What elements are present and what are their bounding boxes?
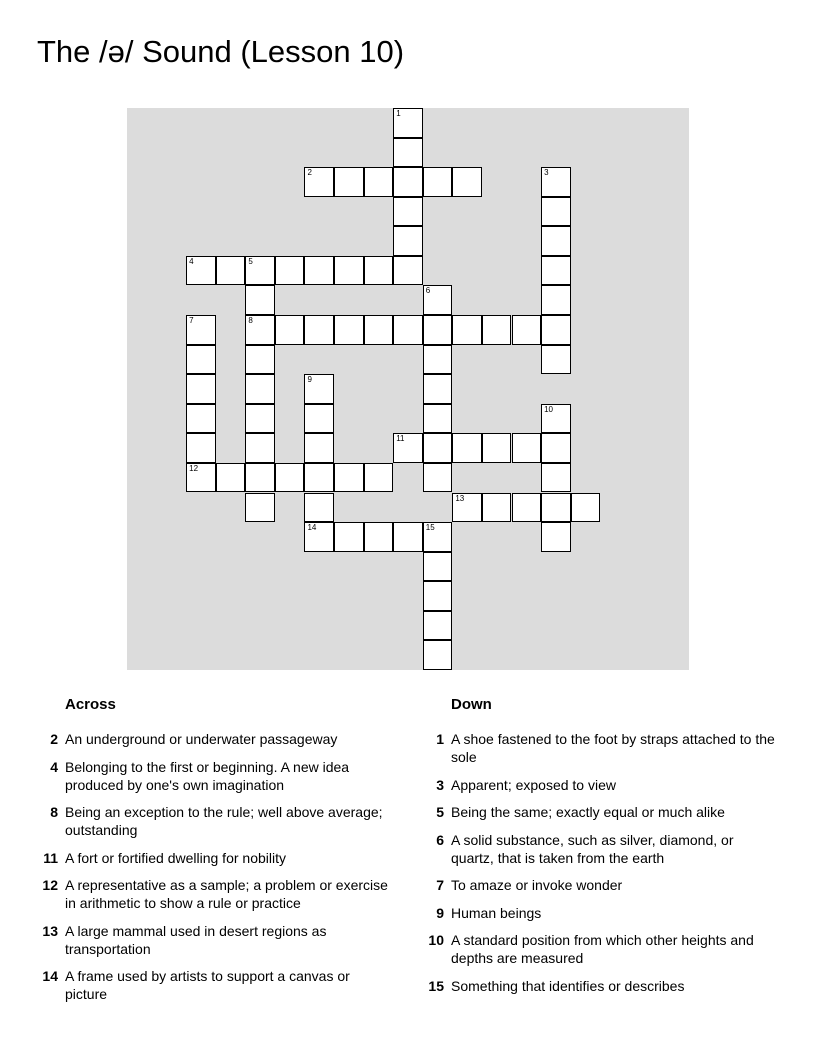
clue-number: 6 <box>436 831 444 848</box>
clue-number: 10 <box>544 404 553 414</box>
clue-text: A frame used by artists to support a canvas or picture <box>65 968 350 1002</box>
clue-number: 12 <box>189 463 199 473</box>
across-clue <box>40 730 392 748</box>
clue-text: Something that identifies or describes <box>451 977 685 994</box>
grid-cell[interactable] <box>304 493 334 523</box>
grid-cell[interactable] <box>393 167 423 197</box>
grid-cell[interactable] <box>482 493 512 523</box>
grid-cell[interactable] <box>452 315 482 345</box>
grid-cell[interactable] <box>393 226 423 256</box>
grid-cell[interactable] <box>334 315 364 345</box>
clue-number: 13 <box>455 493 465 503</box>
grid-cell[interactable] <box>216 256 246 286</box>
grid-cell[interactable] <box>541 256 571 286</box>
clue-number: 14 <box>42 968 58 984</box>
clue-number: 1 <box>436 731 444 747</box>
grid-cell[interactable] <box>364 463 394 493</box>
grid-cell[interactable] <box>423 433 453 463</box>
grid-cell[interactable] <box>423 640 453 670</box>
grid-cell[interactable] <box>245 433 275 463</box>
clue-number: 5 <box>248 256 253 266</box>
clue-text: A large mammal used in desert regions as transportation <box>65 922 327 957</box>
clue-number: 4 <box>189 256 194 266</box>
clue-text: A solid substance, such as silver, diamond, or quartz, that is taken from the earth <box>451 831 734 866</box>
clue-number: 3 <box>436 776 444 793</box>
clue-number: 2 <box>50 731 58 747</box>
grid-cell[interactable] <box>541 463 571 493</box>
clue-number: 5 <box>436 804 444 820</box>
grid-cell[interactable] <box>245 345 275 375</box>
grid-cell[interactable] <box>541 404 571 434</box>
clue-number: 8 <box>50 804 58 820</box>
across-heading: Across <box>65 696 116 713</box>
grid-cell[interactable] <box>423 285 453 315</box>
grid-cell[interactable] <box>216 463 246 493</box>
grid-cell[interactable] <box>304 404 334 434</box>
across-clue <box>40 849 392 867</box>
grid-cell[interactable] <box>245 404 275 434</box>
grid-cell[interactable] <box>393 197 423 227</box>
grid-cell[interactable] <box>423 552 453 582</box>
grid-cell[interactable] <box>334 463 364 493</box>
grid-cell[interactable] <box>393 433 423 463</box>
grid-cell[interactable] <box>186 345 216 375</box>
down-clues <box>426 692 776 1004</box>
grid-cell[interactable] <box>304 374 334 404</box>
grid-cell[interactable] <box>304 315 334 345</box>
across-clue <box>40 803 392 839</box>
grid-cell[interactable] <box>334 167 364 197</box>
clue-number: 9 <box>436 904 444 921</box>
grid-cell[interactable] <box>393 108 423 138</box>
grid-cell[interactable] <box>393 315 423 345</box>
grid-cell[interactable] <box>482 315 512 345</box>
clue-text: A standard position from which other heights and depths are measured <box>451 932 754 966</box>
down-clue <box>426 803 776 821</box>
grid-cell[interactable] <box>571 493 601 523</box>
grid-cell[interactable] <box>186 374 216 404</box>
clue-text: An underground or underwater passageway <box>65 731 338 747</box>
clue-number: 8 <box>248 316 253 326</box>
clue-number: 10 <box>428 932 444 948</box>
grid-cell[interactable] <box>423 315 453 345</box>
grid-cell[interactable] <box>275 256 305 286</box>
grid-cell[interactable] <box>541 315 571 345</box>
across-clue <box>40 758 392 794</box>
down-clue <box>426 730 776 766</box>
grid-cell[interactable] <box>245 493 275 523</box>
grid-cell[interactable] <box>541 226 571 256</box>
grid-cell[interactable] <box>423 611 453 641</box>
grid-cell[interactable] <box>423 167 453 197</box>
grid-cell[interactable] <box>304 463 334 493</box>
down-clue <box>426 831 776 867</box>
clue-text: Belonging to the first or beginning. A new idea produced by one's own imagination <box>65 758 350 793</box>
grid-cell[interactable] <box>334 522 364 552</box>
grid-cell[interactable] <box>423 463 453 493</box>
grid-cell[interactable] <box>393 256 423 286</box>
down-clue <box>426 931 776 967</box>
page-title: The /ə/ Sound (Lesson 10) <box>37 34 405 69</box>
grid-cell[interactable] <box>186 256 216 286</box>
clue-text: Human beings <box>451 904 542 921</box>
clue-number: 2 <box>307 168 312 178</box>
clue-number: 1 <box>396 109 401 118</box>
across-clues <box>40 692 392 1013</box>
grid-cell[interactable] <box>245 374 275 404</box>
grid-cell[interactable] <box>364 522 394 552</box>
clue-text: Being the same; exactly equal or much alike <box>451 804 725 820</box>
grid-cell[interactable] <box>541 345 571 375</box>
grid-cell[interactable] <box>364 315 394 345</box>
grid-cell[interactable] <box>364 167 394 197</box>
clue-number: 3 <box>544 168 549 178</box>
clue-text: A representative as a sample; a problem or exercise in arithmetic to show a rule or practice <box>65 877 388 911</box>
grid-cell[interactable] <box>304 256 334 286</box>
across-clue <box>40 967 392 1003</box>
clue-number: 11 <box>43 849 58 866</box>
grid-cell[interactable] <box>452 493 482 523</box>
grid-cell[interactable] <box>304 167 334 197</box>
grid-cell[interactable] <box>541 167 571 197</box>
grid-cell[interactable] <box>393 138 423 168</box>
clue-number: 15 <box>428 977 444 994</box>
clue-text: Apparent; exposed to view <box>451 776 616 793</box>
grid-cell[interactable] <box>541 197 571 227</box>
clue-number: 6 <box>425 286 431 296</box>
grid-cell[interactable] <box>541 493 571 523</box>
down-heading: Down <box>451 696 492 713</box>
down-clue <box>426 876 776 894</box>
clue-number: 13 <box>42 922 58 939</box>
clue-number: 9 <box>307 375 312 385</box>
grid-cell[interactable] <box>275 463 305 493</box>
clue-number: 7 <box>436 877 444 893</box>
grid-cell[interactable] <box>186 463 216 493</box>
across-clue-list <box>40 730 392 1003</box>
grid-cell[interactable] <box>423 345 453 375</box>
grid-cell[interactable] <box>364 256 394 286</box>
clue-number: 4 <box>50 758 58 775</box>
clue-number: 12 <box>42 877 58 893</box>
grid-cell[interactable] <box>452 433 482 463</box>
grid-cell[interactable] <box>245 463 275 493</box>
grid-cell[interactable] <box>512 315 542 345</box>
grid-cell[interactable] <box>512 493 542 523</box>
clue-text: A fort or fortified dwelling for nobility <box>65 849 286 866</box>
clue-text: Being an exception to the rule; well above average; outstanding <box>65 804 383 838</box>
across-clue <box>40 876 392 912</box>
grid-cell[interactable] <box>423 522 453 552</box>
clue-number: 15 <box>425 523 435 533</box>
grid-cell[interactable] <box>275 315 305 345</box>
clue-text: To amaze or invoke wonder <box>451 877 623 893</box>
down-clue <box>426 776 776 794</box>
grid-cell[interactable] <box>423 581 453 611</box>
crossword-grid <box>127 108 689 670</box>
grid-cell[interactable] <box>245 256 275 286</box>
grid-cell[interactable] <box>452 167 482 197</box>
grid-cell[interactable] <box>423 404 453 434</box>
grid-cell[interactable] <box>186 315 216 345</box>
down-clue <box>426 977 776 995</box>
grid-cell[interactable] <box>541 285 571 315</box>
grid-cell[interactable] <box>393 522 423 552</box>
grid-cell[interactable] <box>186 433 216 463</box>
grid-cell[interactable] <box>304 433 334 463</box>
grid-cell[interactable] <box>482 433 512 463</box>
grid-cell[interactable] <box>245 315 275 345</box>
clue-number: 11 <box>396 434 405 444</box>
grid-cell[interactable] <box>512 433 542 463</box>
across-clue <box>40 922 392 958</box>
grid-cell[interactable] <box>186 404 216 434</box>
grid-cell[interactable] <box>334 256 364 286</box>
down-clue <box>426 904 776 922</box>
grid-cell[interactable] <box>423 374 453 404</box>
clue-number: 7 <box>189 316 194 326</box>
grid-cell[interactable] <box>541 433 571 463</box>
grid-cell[interactable] <box>304 522 334 552</box>
grid-cell[interactable] <box>541 522 571 552</box>
down-clue-list <box>426 730 776 995</box>
grid-cell[interactable] <box>245 285 275 315</box>
clue-text: A shoe fastened to the foot by straps attached to the sole <box>451 731 775 765</box>
clue-number: 14 <box>307 523 317 533</box>
